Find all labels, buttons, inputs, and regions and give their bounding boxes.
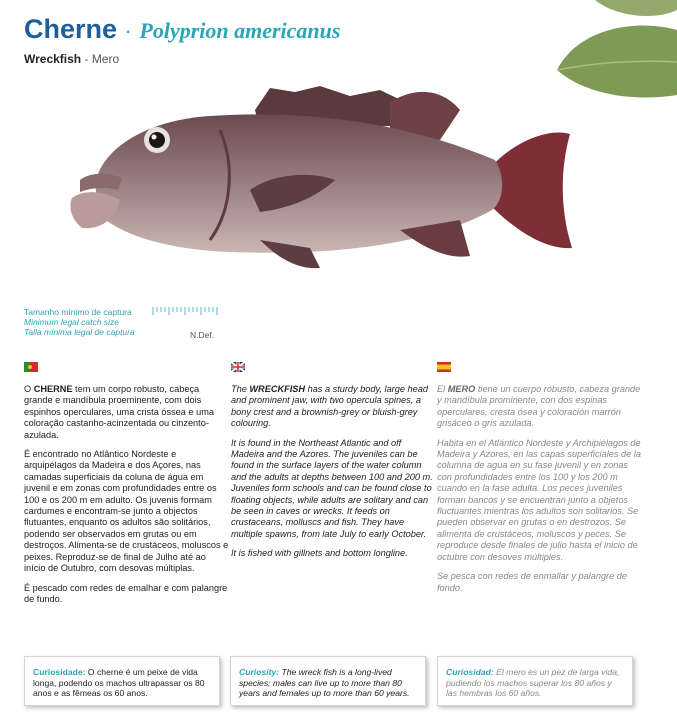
es-p1-prefix: El	[437, 384, 448, 394]
curiosity-text-en: The wreck fish is a long-lived species; males can live up to more than 80 years and females up to more than 60 years.	[239, 667, 410, 698]
portugal-flag-icon	[24, 362, 38, 372]
page-title	[24, 14, 340, 45]
subtitle-es-name: Mero	[91, 52, 120, 66]
pt-paragraph-2: É encontrado no Atlântico Nordeste e arquipélagos da Madeira e dos Açores, nas camadas superficiais da coluna de água em juvenil e em zonas com profundidades entre os 100 e os 200 m em adulto. Os juvenis formam cardumes e encontram-se junto a objectos flutuantes, enquanto os adultos são solitários, podendo ser observados em grutas ou em destroços. Alimenta-se de crustáceos, moluscos e peixes. Reproduz-se de final de Julho até ao início de Outubro, com desovas múltiplas.	[24, 449, 229, 574]
description-es	[437, 384, 642, 602]
es-paragraph-2: Habita en el Atlántico Nordeste y Archipiélagos de Madeira y Azores, en las capas superficiales de la columna de agua en su fase juvenil y en zonas con profundidades entre los 100 y los 200 m cuando en la fase adulta. Los peces juveniles forman bancos y se encuentran junto a objetos fluctuantes mientras los adultos son solitarios. Se pueden observar en grutas o en destrozos. Se alimenta de crustáceos, moluscos y peces. Se reproduce desde finales de julio hasta el inicio de octubre con desoves múltiples.	[437, 437, 641, 562]
en-paragraph-3: It is fished with gillnets and bottom longline.	[231, 548, 408, 559]
catch-size-label-es: Talla mínima legal de captura	[24, 327, 135, 337]
wreckfish-illustration	[60, 80, 580, 280]
es-paragraph-3: Se pesca con redes de enmallar y palangre de fondo.	[437, 571, 627, 593]
es-paragraph-1	[437, 384, 642, 430]
curiosity-box-es	[437, 656, 633, 706]
es-p1-text: tiene un cuerpo robusto, cabeza grande y mandíbula prominente, con dos espinas operculares, cresta ósea y coloración marrón grisáceo o gris azulada.	[437, 384, 641, 429]
description-en	[231, 384, 436, 568]
title-latin-name: Polyprion americanus	[139, 18, 341, 43]
en-p1-prefix: The	[231, 384, 250, 394]
spain-flag-icon	[437, 362, 451, 372]
title-pt-name: Cherne	[24, 14, 118, 44]
curiosity-box-pt	[24, 656, 220, 706]
en-paragraph-2: It is found in the Northeast Atlantic and off Madeira and the Azores. The juveniles can be found in the surface layers of the water column and the adults at depths between 100 and 200 m. Juveniles form schools and can be found close to floating objects, while adults are solitary and can be seen in caves or wrecks. It feeds on crustaceans, molluscs and fish. They have multiple spawns, from late July to early October.	[231, 437, 433, 539]
page-subtitle	[24, 52, 119, 66]
catch-size-label-pt: Tamanho mínimo de captura	[24, 307, 132, 317]
en-p1-text: has a sturdy body, large head and prominent jaw, with two opercula spines, a bony crest and a brownish-grey or bluish-grey colouring.	[231, 384, 428, 429]
curiosity-text-es: El mero es un pez de larga vida, pudiendo los machos superar los 80 años y las hembras los 60 años.	[446, 667, 620, 698]
curiosity-box-en	[230, 656, 426, 706]
title-separator: ·	[124, 18, 132, 43]
curiosity-label-pt: Curiosidade:	[33, 667, 86, 677]
en-paragraph-1	[231, 384, 436, 430]
curiosity-text-pt: O cherne é um peixe de vida longa, podendo os machos ultrapassar os 80 anos e as fêmeas os 60 anos.	[33, 667, 205, 698]
pt-paragraph-3: É pescado com redes de emalhar e com palangre de fundo.	[24, 582, 228, 604]
pt-species-name: CHERNE	[33, 384, 73, 394]
pt-p1-prefix: O	[24, 384, 34, 394]
catch-size-label-en: Minimum legal catch size	[24, 317, 119, 327]
ruler-icon	[152, 307, 218, 316]
en-species-name: WRECKFISH	[249, 384, 306, 394]
catch-size-value: N.Def.	[190, 330, 215, 340]
curiosity-label-en: Curiosity:	[239, 667, 280, 677]
subtitle-separator: -	[84, 52, 89, 66]
curiosity-label-es: Curiosidad:	[446, 667, 494, 677]
uk-flag-icon	[231, 362, 245, 372]
description-pt	[24, 384, 229, 613]
pt-p1-text: tem um corpo robusto, cabeça grande e mandíbula proeminente, com dois espinhos operculares, uma crista óssea e uma coloração castanho-acinzentada ou cinzento-azulada.	[24, 384, 214, 440]
pt-paragraph-1	[24, 384, 229, 441]
es-species-name: MERO	[447, 384, 476, 394]
subtitle-en-name: Wreckfish	[24, 52, 82, 66]
